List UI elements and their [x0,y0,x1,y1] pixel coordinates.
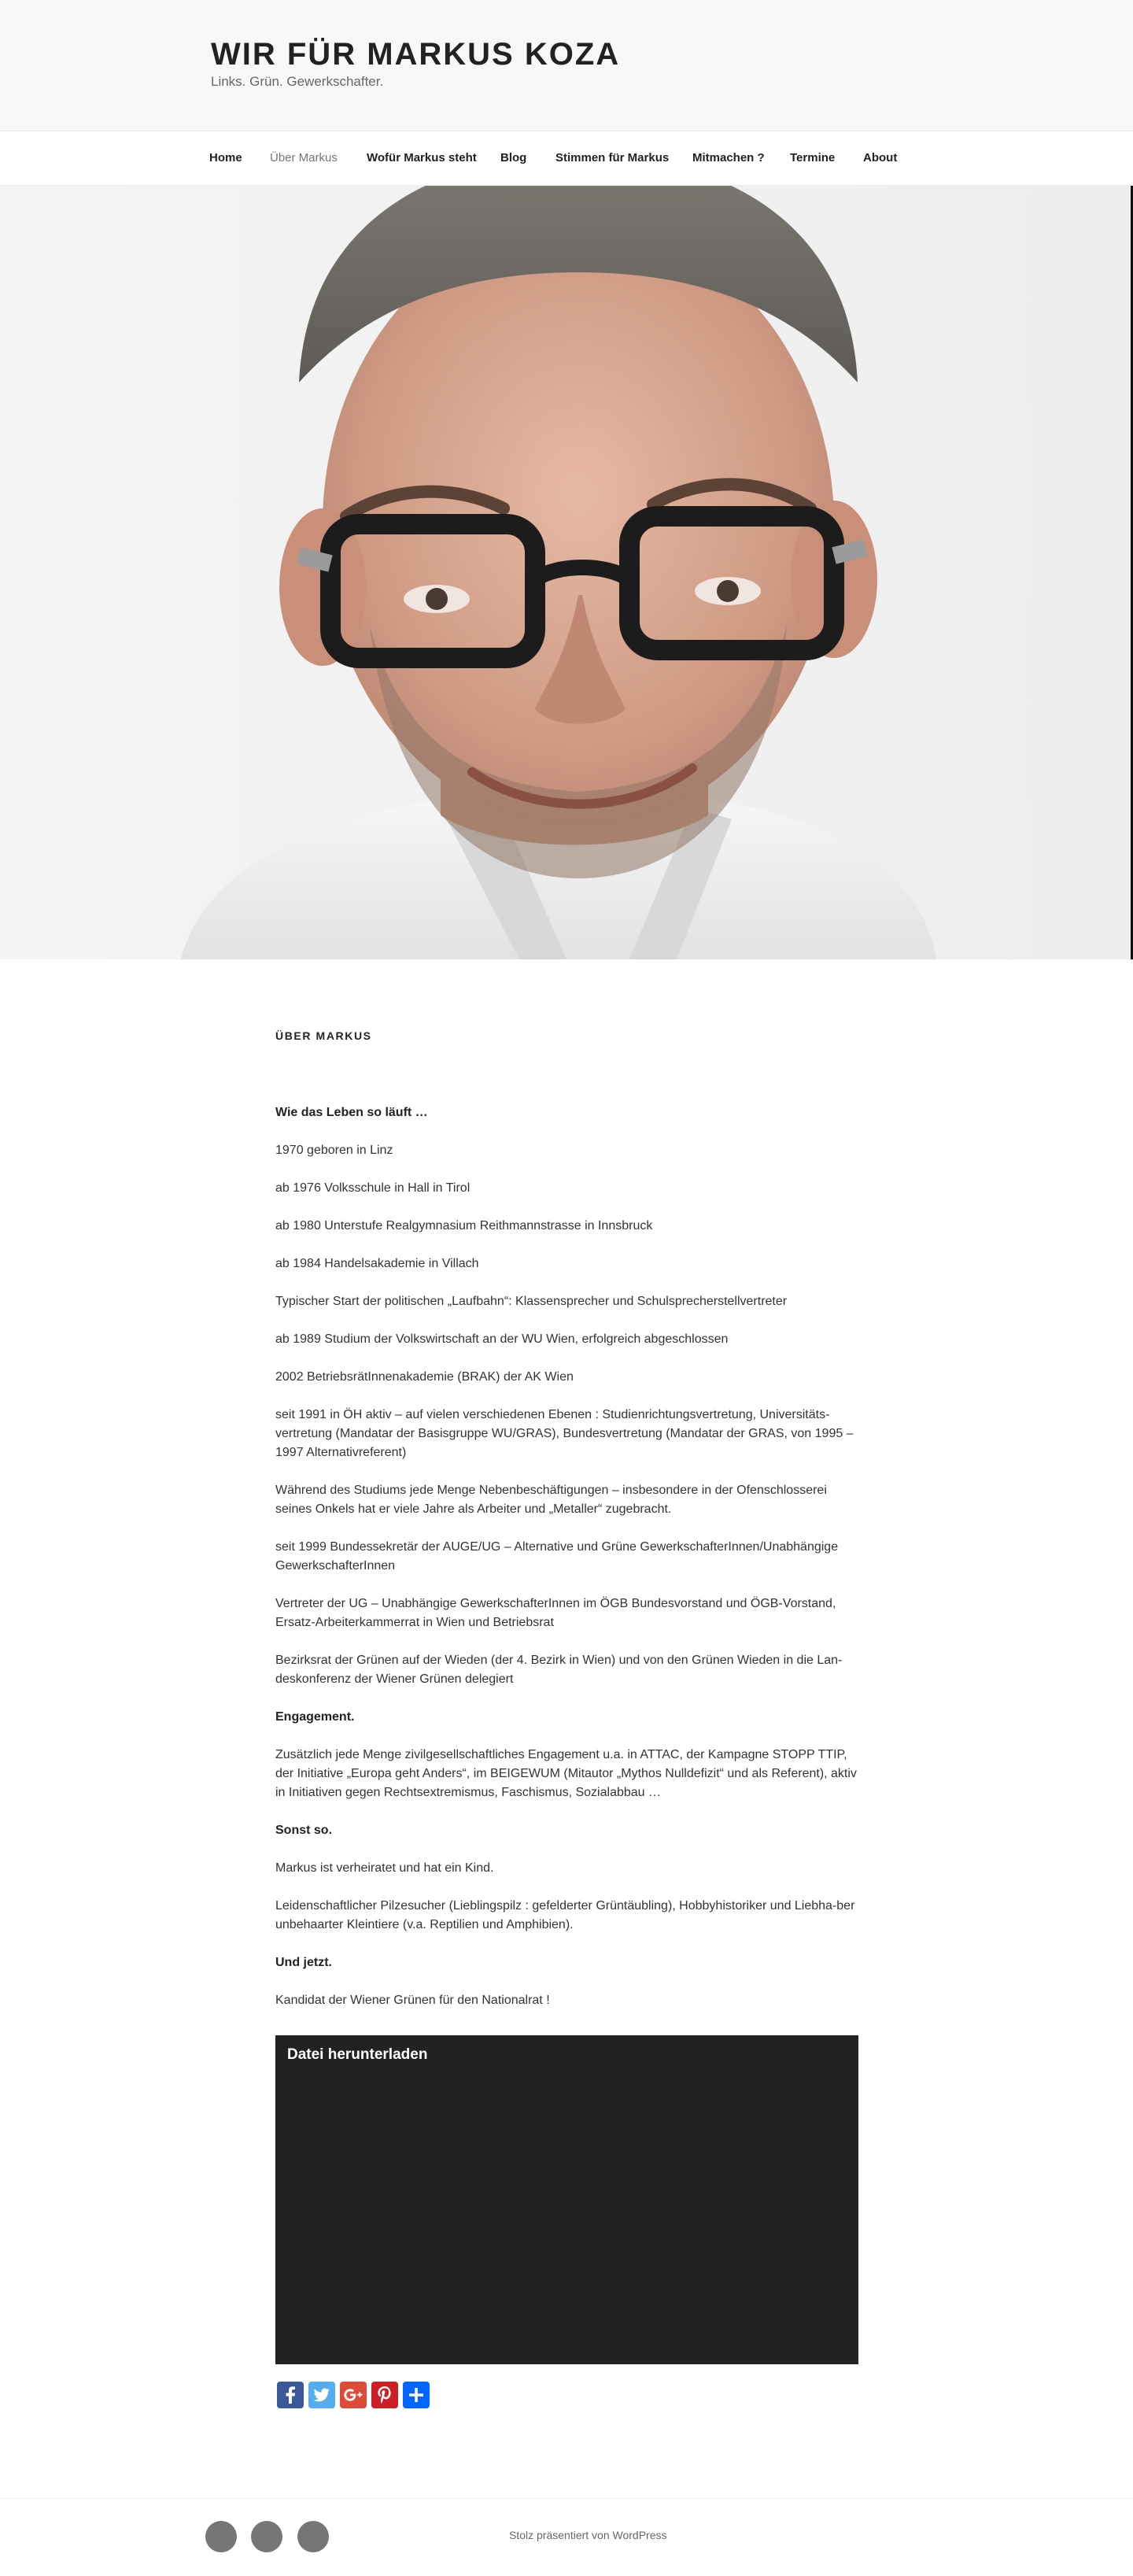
nav-item-wofuer-markus-steht[interactable]: Wofür Markus steht [367,151,477,164]
footer-credit-link[interactable]: Stolz präsentiert von WordPress [509,2529,667,2541]
content-paragraph: ab 1984 Handelsakademie in Villach [275,1257,479,1270]
download-title[interactable]: Datei herunterladen [287,2046,428,2063]
content-paragraph: Zusätzlich jede Menge zivilgesellschaftliches Engagement u.a. in ATTAC, der Kampagne STOPP TTIP, der Initiative „Europa geht Anders“, im BEIGEWUM (Mitautor „Mythos Nulldefizit“ und als Referent), aktiv in Initiativen gegen Rechtsextremismus, Faschismus, Sozialabbau … [275,1748,857,1799]
share-twitter-button[interactable] [308,2382,335,2408]
content-paragraph: seit 1999 Bundessekretär der AUGE/UG – Alternative und Grüne GewerkschafterInnen/Unabhängige GewerkschafterInnen [275,1540,839,1573]
content-paragraph: Typischer Start der politischen „Laufbahn“: Klassensprecher und Schulsprecherstellvertreter [275,1295,788,1308]
social-icon-1[interactable] [205,2521,237,2552]
content-paragraph: Bezirksrat der Grünen auf der Wieden (der 4. Bezirk in Wien) und von den Grünen Wieden in die Lan-deskonferenz der Wiener Grünen delegiert [275,1654,843,1686]
page-title: ÜBER MARKUS [275,1029,372,1042]
content-heading: Wie das Leben so läuft … [275,1106,428,1119]
site-header [0,0,1133,131]
content-paragraph: ab 1976 Volksschule in Hall in Tirol [275,1181,471,1195]
content-paragraph: Während des Studiums jede Menge Nebenbeschäftigungen – insbesondere in der Ofenschlosserei seines Onkels hat er viele Jahre als Arbeiter und „Metaller“ zugebracht. [275,1484,827,1516]
content-paragraph: Leidenschaftlicher Pilzesucher (Lieblingspilz : gefelderter Grüntäubling), Hobbyhistoriker und Liebha-ber unbehaarter Kleintiere (v.a. Reptilien und Amphibien). [275,1899,855,1931]
content-heading: Und jetzt. [275,1956,332,1969]
file-download-embed[interactable] [275,2035,858,2364]
social-icon-2[interactable] [251,2521,282,2552]
share-plus-icon [403,2382,430,2408]
nav-item-termine[interactable]: Termine [790,151,836,164]
nav-item-mitmachen[interactable]: Mitmachen ? [692,151,765,164]
content-paragraph: 2002 BetriebsrätInnenakademie (BRAK) der AK Wien [275,1370,574,1384]
share-more-button[interactable] [403,2382,430,2408]
site-description: Links. Grün. Gewerkschafter. [211,74,384,89]
share-google-plus-button[interactable] [340,2382,367,2408]
site-title[interactable]: WIR FÜR MARKUS KOZA [211,37,621,72]
nav-item-home[interactable]: Home [209,151,242,164]
share-pinterest-button[interactable] [371,2382,398,2408]
content-paragraph: Vertreter der UG – Unabhängige GewerkschafterInnen im ÖGB Bundesvorstand und ÖGB-Vorstand, Ersatz-Arbeiterkammerrat in Wien und Betriebsrat [275,1597,836,1629]
content-paragraph: ab 1989 Studium der Volkswirtschaft an der WU Wien, erfolgreich abgeschlossen [275,1332,729,1346]
nav-item-ueber-markus[interactable]: Über Markus [270,151,338,164]
facebook-icon [277,2382,304,2408]
content-paragraph: ab 1980 Unterstufe Realgymnasium Reithmannstrasse in Innsbruck [275,1219,653,1233]
content-heading: Sonst so. [275,1824,333,1837]
content-paragraph: Kandidat der Wiener Grünen für den Nationalrat ! [275,1994,550,2007]
google-plus-icon [340,2382,367,2408]
pinterest-icon [371,2382,398,2408]
share-facebook-button[interactable] [277,2382,304,2408]
twitter-icon [308,2382,335,2408]
header-portrait-image [0,186,1133,959]
nav-item-stimmen-fuer-markus[interactable]: Stimmen für Markus [555,151,670,164]
content-paragraph: 1970 geboren in Linz [275,1144,393,1157]
nav-item-blog[interactable]: Blog [500,151,527,164]
content-heading: Engagement. [275,1710,355,1724]
main-navigation [0,131,1133,186]
nav-item-about[interactable]: About [863,151,898,164]
social-icon-3[interactable] [297,2521,329,2552]
content-paragraph: seit 1991 in ÖH aktiv – auf vielen verschiedenen Ebenen : Studienrichtungsvertretung, Universitäts-vertretung (Mandatar der Basisgruppe WU/GRAS), Bundesvertretung (Mandatar der GRAS, von 1995 – 1997 Alternativreferent) [275,1408,854,1459]
content-paragraph: Markus ist verheiratet und hat ein Kind. [275,1861,494,1875]
portrait-illustration [0,186,1133,959]
page-content [275,1103,859,2029]
site-footer [0,2498,1133,2576]
